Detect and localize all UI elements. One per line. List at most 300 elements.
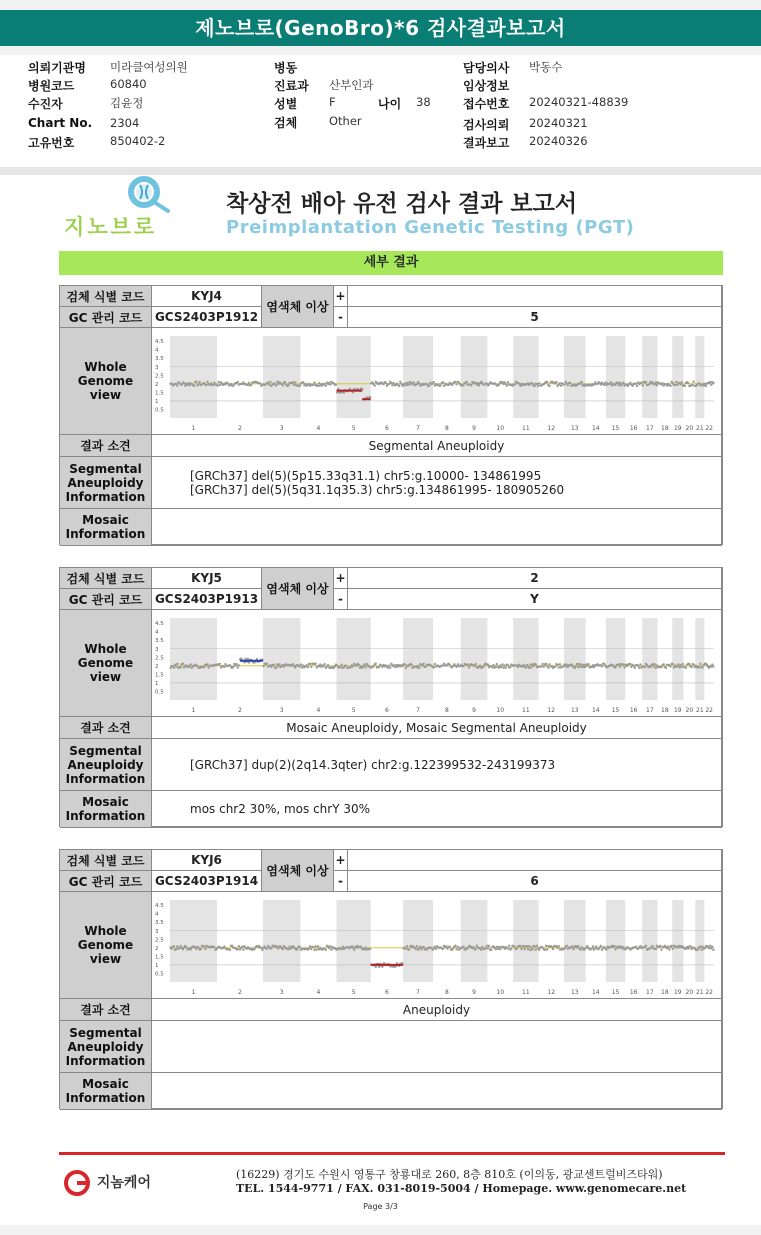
cn-point	[369, 396, 371, 398]
info-label: 진료과	[274, 79, 309, 93]
cn-point	[642, 384, 644, 386]
doc-title: 착상전 배아 유전 검사 결과 보고서	[226, 191, 578, 217]
cn-point	[502, 667, 504, 669]
mosaic-label-line: Mosaic	[82, 513, 129, 527]
cn-point	[663, 663, 665, 665]
cn-point	[187, 382, 189, 384]
cn-point	[378, 666, 380, 668]
info-label: 병동	[274, 61, 298, 75]
gain-chromosomes: 2	[348, 568, 722, 589]
cn-point	[510, 947, 512, 949]
cn-point	[534, 385, 536, 387]
cn-point	[173, 667, 175, 669]
cn-point	[645, 945, 647, 947]
chromosome-band	[606, 336, 625, 418]
cn-point	[507, 947, 509, 949]
cn-point	[350, 666, 352, 668]
cn-point	[410, 663, 412, 665]
cn-point	[300, 663, 302, 665]
x-tick-label: 21	[696, 989, 704, 996]
whole-genome-label-line: Genome	[77, 656, 134, 670]
cn-point	[353, 949, 355, 951]
cn-point	[655, 381, 657, 383]
cn-point	[536, 945, 538, 947]
cn-point	[525, 667, 527, 669]
cn-point	[603, 384, 605, 386]
cn-point	[309, 663, 311, 665]
cn-point	[651, 945, 653, 947]
segmental-label	[60, 457, 152, 509]
chrom-abn-label: 염색체 이상	[262, 286, 334, 328]
age-value: 38	[416, 95, 431, 109]
cn-point	[193, 385, 195, 387]
cn-point	[439, 384, 441, 386]
cn-point	[543, 666, 545, 668]
cn-point	[287, 384, 289, 386]
cn-point	[183, 382, 185, 384]
y-tick-label: 3.5	[155, 638, 164, 645]
cn-point	[242, 949, 244, 951]
y-tick-label: 3	[155, 646, 159, 653]
contact-line: TEL. 1544-9771 / FAX. 031-8019-5004 / Homepage. www.genomecare.net	[236, 1182, 687, 1195]
cn-point	[212, 384, 214, 386]
cn-point	[652, 665, 654, 667]
cn-point	[206, 381, 208, 383]
cn-point	[667, 945, 669, 947]
x-tick-label: 22	[705, 707, 714, 714]
cn-point	[692, 664, 694, 666]
chromosome-band	[403, 900, 433, 982]
segmental-label-line: Segmental	[69, 461, 142, 476]
cn-point	[430, 946, 432, 948]
cn-point	[583, 664, 585, 666]
cn-point	[566, 663, 568, 665]
cn-point	[213, 946, 215, 948]
segmental-label	[60, 1021, 152, 1073]
report-body	[0, 175, 761, 1225]
cn-point	[580, 663, 582, 665]
gain-chromosomes	[348, 850, 722, 871]
cn-point	[261, 949, 263, 951]
sample-code-label: 검체 식별 코드	[60, 568, 152, 589]
cn-point	[559, 663, 561, 665]
x-tick-label: 3	[279, 989, 284, 996]
mosaic-label	[60, 791, 152, 828]
x-tick-label: 17	[646, 707, 654, 714]
cn-point	[443, 385, 445, 387]
cn-point	[699, 945, 701, 947]
cn-point	[470, 384, 472, 386]
x-tick-label: 15	[611, 989, 620, 996]
whole-genome-label-line: Whole	[84, 924, 127, 938]
chromosome-band	[170, 336, 217, 418]
cn-point	[449, 946, 451, 948]
cn-point	[314, 945, 316, 947]
cn-point	[481, 946, 483, 948]
cn-point	[319, 663, 321, 665]
cn-point	[600, 945, 602, 947]
cn-point	[482, 666, 484, 668]
cn-point	[506, 384, 508, 386]
cn-point	[500, 666, 502, 668]
minus-sign: -	[334, 871, 348, 892]
x-tick-label: 8	[445, 425, 449, 432]
segmental-info	[152, 457, 722, 509]
cn-point	[408, 383, 410, 385]
cn-point	[495, 666, 497, 668]
chromosome-band	[672, 618, 683, 700]
x-tick-label: 21	[696, 425, 704, 432]
cn-point	[655, 948, 657, 950]
cn-point	[392, 382, 394, 384]
cn-point	[632, 665, 634, 667]
cn-point	[277, 947, 279, 949]
result-text: Aneuploidy	[152, 999, 722, 1021]
cn-point	[432, 381, 434, 383]
cn-point	[487, 664, 489, 666]
x-tick-label: 4	[316, 425, 321, 432]
cn-point	[669, 665, 671, 667]
cn-point	[710, 383, 712, 385]
cn-point	[358, 664, 360, 666]
cn-point	[198, 381, 200, 383]
segmental-info-line: [GRCh37] dup(2)(2q14.3qter) chr2:g.122399532-243199373	[190, 757, 556, 772]
cn-point	[442, 948, 444, 950]
sample-code: KYJ5	[152, 568, 262, 589]
cn-point	[173, 945, 175, 947]
y-tick-label: 0.5	[155, 407, 164, 414]
cn-point	[505, 666, 507, 668]
cn-point	[569, 382, 571, 384]
chromosome-band	[642, 618, 657, 700]
cn-point	[531, 948, 533, 950]
cn-point	[538, 382, 540, 384]
cn-point	[391, 384, 393, 386]
cn-point	[578, 663, 580, 665]
cn-point	[651, 663, 653, 665]
x-tick-label: 3	[279, 425, 284, 432]
x-tick-label: 1	[191, 989, 196, 996]
cn-point	[700, 949, 702, 951]
chromosome-band	[461, 900, 488, 982]
cn-point	[490, 949, 492, 951]
cn-point	[301, 666, 303, 668]
mosaic-info: mos chr2 30%, mos chrY 30%	[152, 791, 722, 828]
x-tick-label: 12	[547, 707, 556, 714]
cn-point	[434, 663, 436, 665]
x-tick-label: 15	[611, 707, 620, 714]
x-tick-label: 1	[191, 707, 196, 714]
info-value: 60840	[110, 77, 147, 91]
genome-chart-cell	[152, 328, 722, 435]
chromosome-band	[403, 618, 433, 700]
cn-point	[442, 381, 444, 383]
result-text: Mosaic Aneuploidy, Mosaic Segmental Aneuploidy	[152, 717, 722, 739]
cn-point	[416, 945, 418, 947]
cn-point	[677, 663, 679, 665]
y-tick-label: 1	[155, 962, 159, 969]
cn-point	[682, 663, 684, 665]
info-label: 의뢰기관명	[28, 61, 86, 75]
chromosome-band	[513, 336, 539, 418]
cn-point	[203, 946, 205, 948]
cn-point	[195, 381, 197, 383]
cn-point	[635, 382, 637, 384]
cn-point	[175, 665, 177, 667]
x-tick-label: 13	[570, 425, 579, 432]
whole-genome-label-line: Genome	[77, 938, 134, 952]
cn-point	[692, 381, 694, 383]
cn-point	[266, 663, 268, 665]
cn-point	[185, 946, 187, 948]
cn-point	[579, 949, 581, 951]
cn-point	[655, 667, 657, 669]
cn-point	[555, 381, 557, 383]
info-label: 담당의사	[463, 61, 510, 75]
cn-point	[175, 948, 177, 950]
segmental-label-line: Aneuploidy	[67, 757, 144, 772]
segmental-label-line: Segmental	[69, 743, 142, 758]
x-tick-label: 12	[547, 989, 556, 996]
cn-point	[501, 663, 503, 665]
info-value: 20240326	[529, 134, 588, 148]
cn-point	[400, 383, 402, 385]
cn-point	[260, 947, 262, 949]
minus-sign: -	[334, 307, 348, 328]
cn-point	[455, 948, 457, 950]
chromosome-band	[606, 900, 625, 982]
cn-point	[467, 663, 469, 665]
cn-point	[712, 665, 714, 667]
cn-point	[176, 384, 178, 386]
cn-point	[548, 663, 550, 665]
info-label: 검사의뢰	[463, 118, 510, 132]
cn-point	[390, 382, 392, 384]
result-label: 결과 소견	[60, 999, 152, 1021]
cn-point	[241, 946, 243, 948]
whole-genome-label-line: Whole	[84, 360, 127, 374]
cn-point	[593, 383, 595, 385]
cn-point	[435, 948, 437, 950]
cn-point	[499, 948, 501, 950]
cn-point	[467, 947, 469, 949]
y-tick-label: 3	[155, 928, 159, 935]
cn-point	[422, 663, 424, 665]
cn-point	[691, 384, 693, 386]
cn-point	[270, 947, 272, 949]
cn-point	[176, 663, 178, 665]
cn-point	[514, 383, 516, 385]
cn-point	[287, 948, 289, 950]
cn-point	[712, 949, 714, 951]
whole-genome-label-line: view	[89, 388, 122, 402]
cn-point	[712, 382, 714, 384]
y-tick-label: 1	[155, 398, 159, 405]
loss-chromosomes: 5	[348, 307, 722, 328]
cn-point	[404, 384, 406, 386]
segmental-info-line: [GRCh37] del(5)(5q31.1q35.3) chr5:g.134861995- 180905260	[190, 482, 565, 497]
x-tick-label: 18	[661, 707, 669, 714]
gc-code: GCS2403P1912	[152, 307, 262, 328]
company-name: 지놈케어	[96, 1175, 151, 1191]
cn-point	[497, 948, 499, 950]
cn-point	[223, 666, 225, 668]
info-value: Other	[329, 114, 362, 128]
x-tick-label: 13	[570, 989, 579, 996]
chromosome-band	[461, 618, 488, 700]
cn-point	[316, 948, 318, 950]
cn-point	[648, 383, 650, 385]
cn-point	[577, 666, 579, 668]
y-tick-label: 4.5	[155, 621, 164, 628]
cn-point	[313, 949, 315, 951]
x-tick-label: 13	[570, 707, 579, 714]
cn-point	[529, 949, 531, 951]
cn-point	[492, 664, 494, 666]
cn-point	[659, 945, 661, 947]
sample-code: KYJ4	[152, 286, 262, 307]
cn-point	[302, 381, 304, 383]
cn-point	[639, 945, 641, 947]
sample-block	[59, 285, 723, 545]
cn-point	[276, 381, 278, 383]
chromosome-band	[642, 336, 657, 418]
segmental-label-line: Aneuploidy	[67, 1039, 144, 1054]
x-tick-label: 14	[591, 425, 600, 432]
cn-point	[545, 663, 547, 665]
chromosome-band	[695, 336, 704, 418]
chromosome-band	[513, 900, 539, 982]
cn-point	[613, 945, 615, 947]
info-label: 성별	[274, 97, 298, 111]
cn-point	[509, 666, 511, 668]
cn-point	[681, 666, 683, 668]
cn-point	[668, 948, 670, 950]
cn-point	[267, 382, 269, 384]
cn-point	[619, 666, 621, 668]
cn-point	[269, 381, 271, 383]
cn-point	[294, 381, 296, 383]
y-tick-label: 4	[155, 629, 159, 636]
x-tick-label: 6	[384, 989, 389, 996]
x-tick-label: 19	[673, 989, 682, 996]
mosaic-info	[152, 509, 722, 546]
cn-point	[375, 966, 377, 968]
cn-point	[203, 666, 205, 668]
y-tick-label: 1	[155, 680, 159, 687]
y-tick-label: 2	[155, 663, 159, 670]
cn-point	[527, 948, 529, 950]
chromosome-band	[695, 618, 704, 700]
cn-point	[709, 381, 711, 383]
y-tick-label: 2.5	[155, 373, 164, 380]
cn-point	[318, 382, 320, 384]
page-number: Page 3/3	[363, 1202, 398, 1211]
segmental-label-line: Segmental	[69, 1025, 142, 1040]
cn-point	[534, 945, 536, 947]
cn-point	[522, 945, 524, 947]
cn-point	[190, 948, 192, 950]
cn-point	[312, 946, 314, 948]
cn-point	[292, 381, 294, 383]
cn-point	[237, 666, 239, 668]
cn-point	[566, 945, 568, 947]
cn-point	[701, 666, 703, 668]
cn-point	[672, 948, 674, 950]
cn-point	[462, 945, 464, 947]
cn-point	[475, 948, 477, 950]
cn-point	[325, 385, 327, 387]
mosaic-label-line: Mosaic	[82, 795, 129, 809]
cn-point	[537, 385, 539, 387]
chromosome-band	[403, 336, 433, 418]
cn-point	[179, 666, 181, 668]
x-tick-label: 17	[646, 425, 654, 432]
cn-point	[678, 666, 680, 668]
gc-code: GCS2403P1913	[152, 589, 262, 610]
cn-point	[637, 665, 639, 667]
cn-point	[388, 664, 390, 666]
chrom-abn-label: 염색체 이상	[262, 850, 334, 892]
cn-point	[340, 948, 342, 950]
x-tick-label: 6	[384, 425, 389, 432]
whole-genome-label	[60, 892, 152, 999]
x-tick-label: 20	[685, 707, 694, 714]
cn-point	[278, 663, 280, 665]
cn-point	[330, 948, 332, 950]
cn-point	[551, 946, 553, 948]
cn-point	[634, 667, 636, 669]
cn-point	[614, 666, 616, 668]
x-tick-label: 2	[238, 707, 242, 714]
cn-point	[247, 658, 249, 660]
cn-point	[219, 384, 221, 386]
cn-point	[517, 666, 519, 668]
x-tick-label: 15	[611, 425, 620, 432]
cn-point	[571, 945, 573, 947]
cn-point	[360, 945, 362, 947]
cn-point	[339, 666, 341, 668]
cn-point	[524, 948, 526, 950]
cn-point	[605, 948, 607, 950]
cn-point	[322, 665, 324, 667]
cn-point	[656, 384, 658, 386]
cn-point	[200, 948, 202, 950]
cn-point	[580, 381, 582, 383]
cn-point	[559, 382, 561, 384]
cn-point	[711, 946, 713, 948]
cn-point	[689, 945, 691, 947]
cn-point	[507, 381, 509, 383]
cn-point	[405, 947, 407, 949]
cn-point	[275, 667, 277, 669]
report-title: 제노브로(GenoBro)*6 검사결과보고서	[0, 10, 761, 46]
y-tick-label: 1.5	[155, 390, 164, 397]
cn-point	[660, 666, 662, 668]
cn-point	[238, 664, 240, 666]
cn-point	[352, 946, 354, 948]
cn-point	[345, 665, 347, 667]
minus-sign: -	[334, 589, 348, 610]
info-label: 고유번호	[28, 136, 75, 150]
cn-point	[709, 945, 711, 947]
chromosome-band	[170, 900, 217, 982]
cn-point	[262, 665, 264, 667]
cn-point	[294, 666, 296, 668]
mosaic-label-line: Information	[65, 809, 146, 823]
cn-point	[206, 663, 208, 665]
magnifier-icon	[116, 175, 186, 215]
